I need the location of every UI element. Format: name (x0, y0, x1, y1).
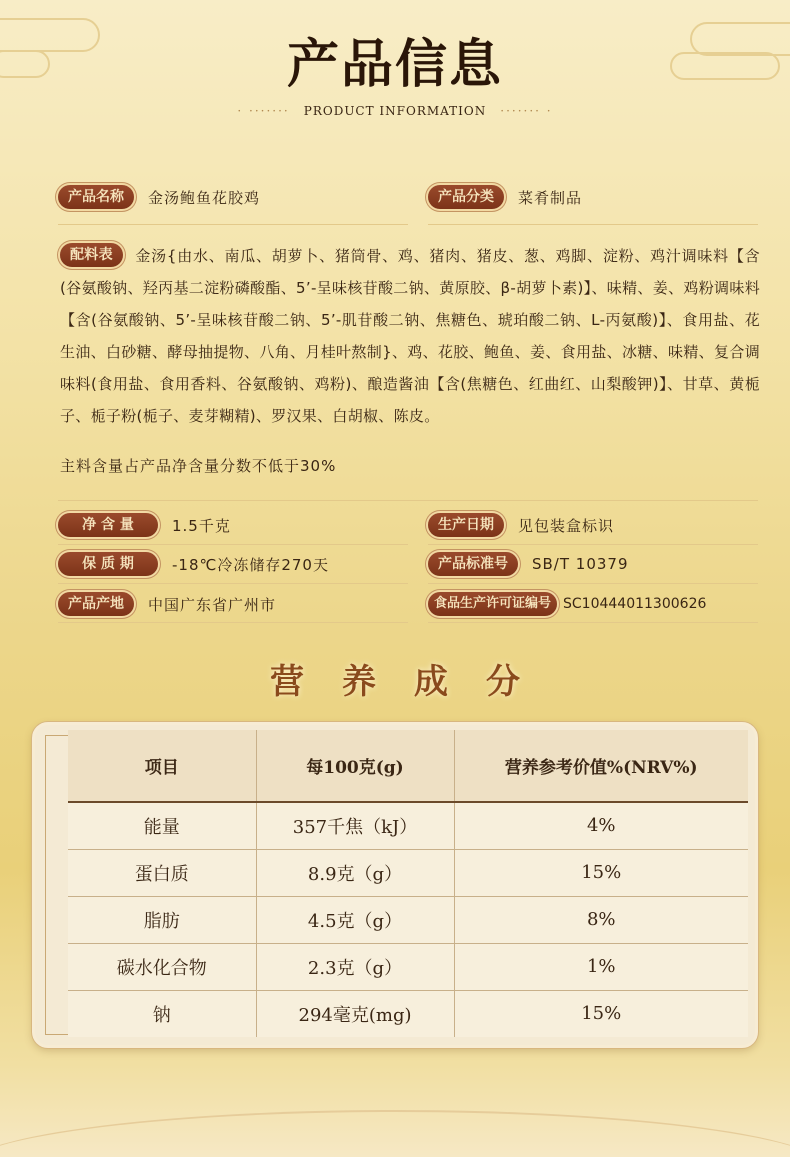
value-origin: 中国广东省广州市 (148, 595, 277, 614)
nutrition-title (0, 654, 790, 703)
table-header-row (68, 730, 748, 802)
separator (58, 622, 408, 623)
separator (58, 583, 408, 584)
field-product-name (58, 185, 260, 209)
cell-item: 脂肪 (68, 896, 256, 943)
page-title: 产品信息 (286, 34, 503, 95)
separator (428, 544, 758, 545)
field-product-category (428, 185, 582, 209)
header-nrv: 营养参考价值%(NRV%) (454, 730, 748, 802)
cell-amount: 294毫克(mg) (256, 990, 454, 1037)
field-production-date (428, 513, 614, 537)
separator (58, 544, 408, 545)
tag-license: 食品生产许可证编号 (428, 592, 557, 616)
table-row (68, 943, 748, 990)
nutrition-title-char: 成 (414, 662, 448, 702)
separator (428, 583, 758, 584)
nutrition-title-char: 分 (486, 662, 520, 702)
cell-nrv: 15% (454, 990, 748, 1037)
cell-item: 能量 (68, 802, 256, 849)
subtitle-row (0, 104, 790, 118)
cell-nrv: 8% (454, 896, 748, 943)
cell-item: 蛋白质 (68, 849, 256, 896)
value-production-date: 见包装盒标识 (518, 516, 615, 535)
tag-standard: 产品标准号 (428, 552, 518, 576)
value-standard: SB/T 10379 (532, 555, 629, 573)
cell-amount: 8.9克（g） (256, 849, 454, 896)
header-item: 项目 (68, 730, 256, 802)
cell-nrv: 4% (454, 802, 748, 849)
ingredients-text: 金汤{由水、南瓜、胡萝卜、猪筒骨、鸡、猪肉、猪皮、葱、鸡脚、淀粉、鸡汁调味料【含(谷氨酸钠、羟丙基二淀粉磷酸酯、5’-呈味核苷酸二钠、黄原胶、β-胡萝卜素)】、味精、姜、鸡粉调味料【含(谷氨酸钠、5’-呈味核苷酸二钠、5’-肌苷酸二钠、焦糖色、琥珀酸二钠、L-丙氨酸)】、食用盐、花生油、白砂糖、酵母抽提物、八角、月桂叶熬制}、鸡、花胶、鲍鱼、姜、食用盐、冰糖、味精、复合调味料(食用盐、食用香料、谷氨酸钠、鸡粉)、酿造酱油【含(焦糖色、红曲红、山梨酸钾)】、甘草、黄栀子、栀子粉(栀子、麦芽糊精)、罗汉果、白胡椒、陈皮。 (60, 247, 760, 425)
tag-production-date: 生产日期 (428, 513, 504, 537)
tag-ingredients: 配料表 (60, 243, 123, 267)
separator (58, 224, 408, 225)
table-row (68, 896, 748, 943)
value-product-name: 金汤鲍鱼花胶鸡 (148, 188, 261, 207)
tag-net-content: 净 含 量 (58, 513, 158, 537)
value-license: SC10444011300626 (563, 596, 707, 612)
field-standard (428, 552, 629, 576)
value-product-category: 菜肴制品 (518, 188, 583, 207)
tag-product-name: 产品名称 (58, 185, 134, 209)
tag-origin: 产品产地 (58, 592, 134, 616)
nutrition-title-char: 养 (342, 662, 376, 702)
field-shelf-life (58, 552, 329, 576)
field-license (428, 592, 706, 616)
cell-item: 钠 (68, 990, 256, 1037)
tag-shelf-life: 保 质 期 (58, 552, 158, 576)
cell-amount: 2.3克（g） (256, 943, 454, 990)
table-row (68, 990, 748, 1037)
nutrition-title-char: 营 (270, 662, 304, 702)
bottom-curve-decoration (0, 1110, 790, 1157)
header-per-100g: 每100克(g) (256, 730, 454, 802)
separator (58, 500, 758, 501)
ingredients-block (60, 240, 760, 432)
cell-item: 碳水化合物 (68, 943, 256, 990)
cell-amount: 4.5克（g） (256, 896, 454, 943)
value-shelf-life: -18℃冷冻储存270天 (172, 555, 329, 574)
field-net-content (58, 513, 231, 537)
main-content-statement: 主料含量占产品净含量分数不低于30% (60, 457, 337, 475)
value-net-content: 1.5千克 (172, 516, 231, 535)
field-origin (58, 592, 276, 616)
dots-right: ······· · (500, 104, 553, 118)
subtitle: PRODUCT INFORMATION (303, 104, 487, 118)
separator (428, 224, 758, 225)
tag-product-category: 产品分类 (428, 185, 504, 209)
nutrition-table (68, 730, 748, 1037)
separator (428, 622, 758, 623)
dots-left: · ······· (237, 104, 290, 118)
cell-amount: 357千焦（kJ） (256, 802, 454, 849)
cell-nrv: 15% (454, 849, 748, 896)
cell-nrv: 1% (454, 943, 748, 990)
table-row (68, 802, 748, 849)
table-row (68, 849, 748, 896)
